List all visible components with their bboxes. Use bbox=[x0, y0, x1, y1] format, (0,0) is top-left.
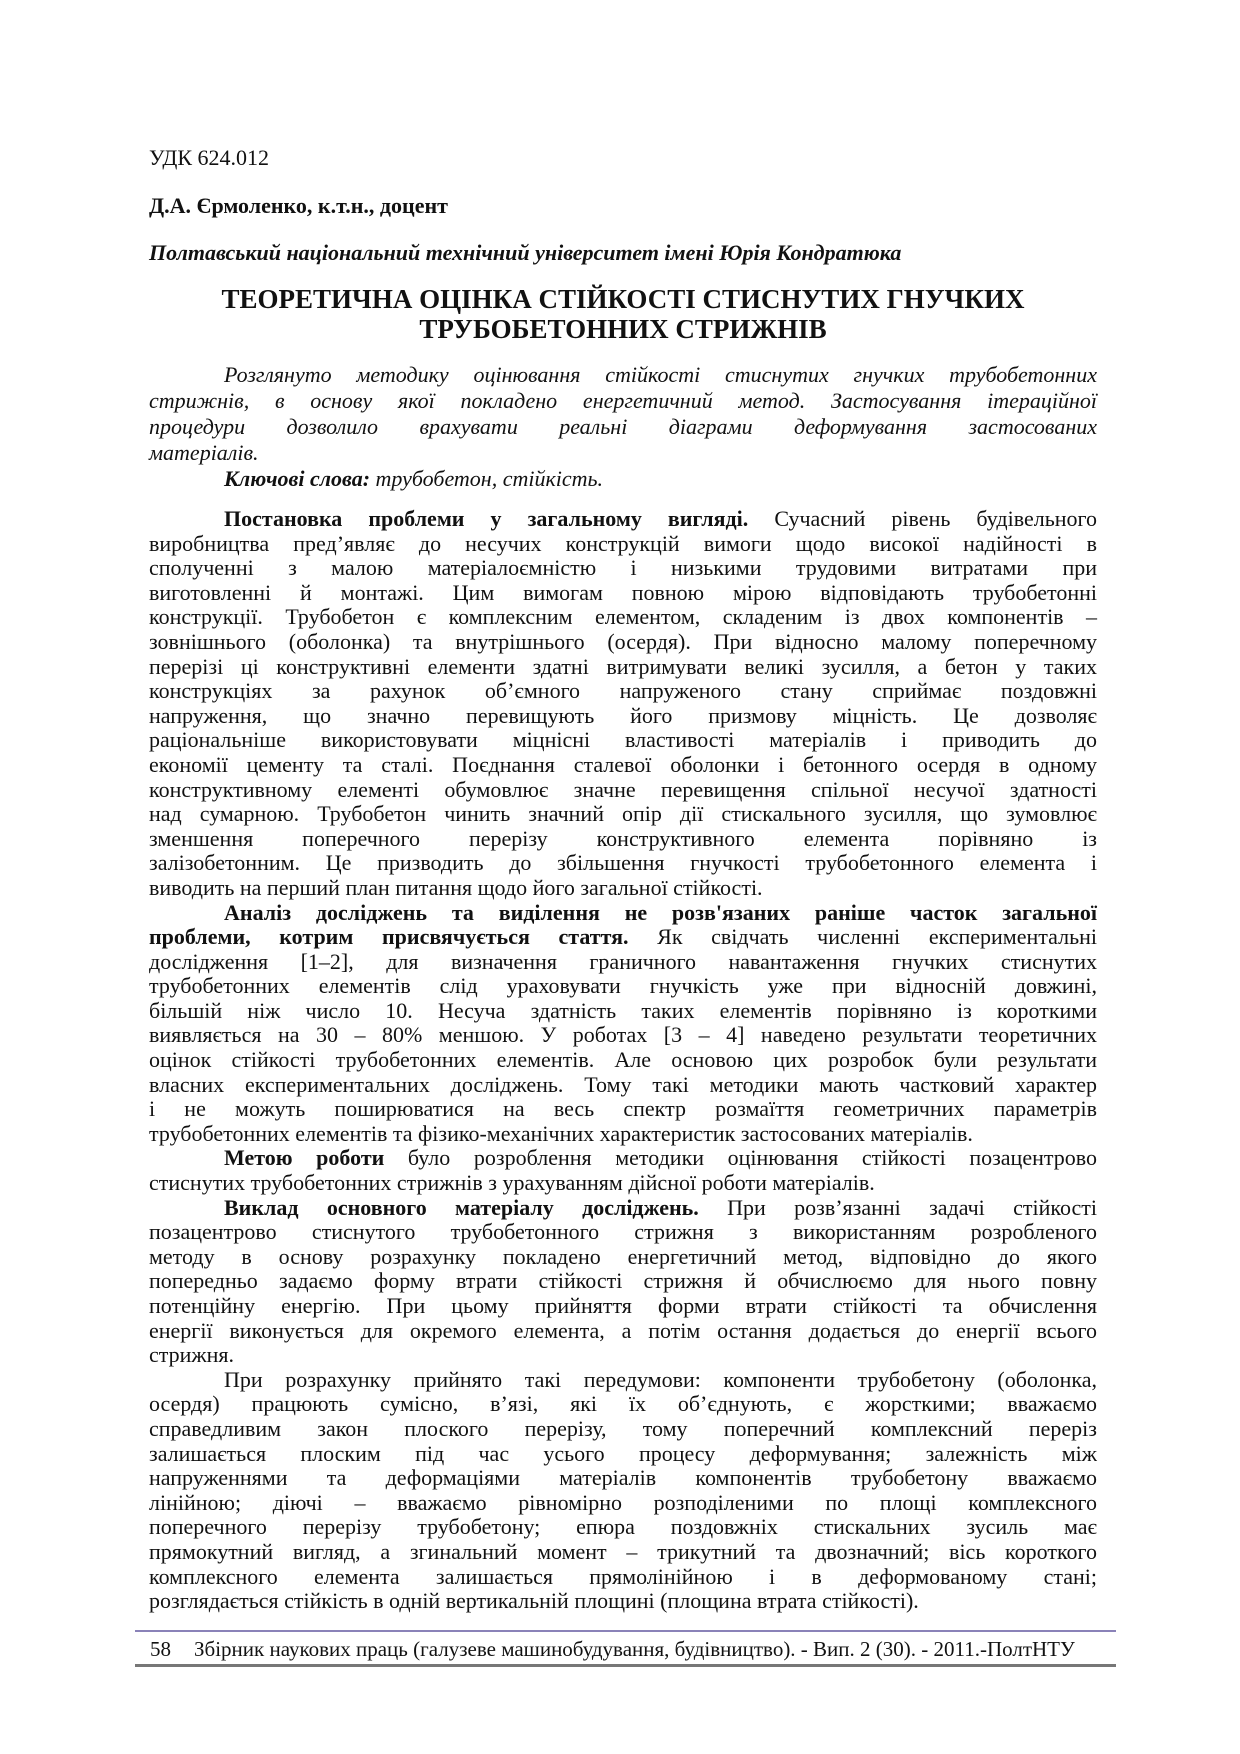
line-text: стрижнів, в основу якої покладено енергетичний метод. Застосування ітераційної bbox=[149, 388, 1097, 413]
title-line: ТРУБОБЕТОННИХ СТРИЖНІВ bbox=[419, 314, 827, 344]
paragraph-line bbox=[149, 1565, 1097, 1590]
line-text: потенційну енергію. При цьому прийняття форми втрати стійкості та обчислення bbox=[149, 1293, 1097, 1318]
line-text: і не можуть поширюватися на весь спектр розмаїття геометричних параметрів bbox=[149, 1096, 1097, 1122]
paragraph-line bbox=[149, 827, 1097, 852]
paragraph-line bbox=[149, 1122, 1097, 1147]
paragraph-line bbox=[149, 1515, 1097, 1540]
line-text: Як свідчать численні експериментальні bbox=[628, 924, 1097, 950]
line-text: більшій ніж число 10. Несуча здатність таких елементів порівняно із короткими bbox=[149, 997, 1097, 1023]
line-text: оцінок стійкості трубобетонних елементів. Але основою цих розробок були результати bbox=[149, 1047, 1097, 1073]
line-text: При розв’язанні задачі стійкості bbox=[698, 1194, 1097, 1220]
line-text: напруженнями та деформаціями матеріалів компонентів трубобетону вважаємо bbox=[149, 1465, 1097, 1491]
line-text: стрижня. bbox=[149, 1342, 235, 1368]
line-text: виготовленні й монтажі. Цим вимогам повною мірою відповідають трубобетонні bbox=[149, 579, 1097, 605]
footer-rule-bottom bbox=[135, 1664, 1116, 1667]
paragraph-line bbox=[149, 507, 1097, 532]
paragraph-line bbox=[149, 679, 1097, 704]
paragraph-line bbox=[149, 605, 1097, 630]
line-text: раціональніше використовувати міцнісні властивості матеріалів і приводить до bbox=[149, 727, 1097, 753]
paragraph-line bbox=[149, 1442, 1097, 1467]
line-text: осердя) працюють сумісно, в’язі, які їх об’єднують, є жорсткими; вважаємо bbox=[149, 1391, 1097, 1417]
paragraph-line bbox=[149, 876, 1097, 901]
line-text: зменшення поперечного перерізу конструктивного елемента порівняно із bbox=[149, 825, 1097, 851]
line-text: виводить на перший план питання щодо його загальної стійкості. bbox=[149, 874, 763, 900]
paragraph-line bbox=[149, 778, 1097, 803]
line-text: залишається плоским під час усього процесу деформування; залежність між bbox=[149, 1440, 1097, 1466]
paragraph-line bbox=[149, 1097, 1097, 1122]
line-text: трубобетонних елементів та фізико-механічних характеристик застосованих матеріалів. bbox=[149, 1120, 973, 1146]
paragraph-line bbox=[149, 1491, 1097, 1516]
line-text: поперечного перерізу трубобетону; епюра поздовжніх стискальних зусиль має bbox=[149, 1514, 1097, 1540]
line-text: сполученні з малою матеріалоємністю і низькими трудовими витратами при bbox=[149, 555, 1097, 581]
line-text: напруження, що значно перевищують його призмову міцність. Це дозволяє bbox=[149, 702, 1097, 728]
line-text: позацентрово стиснутого трубобетонного стрижня з використанням розробленого bbox=[149, 1219, 1097, 1245]
line-text: дослідження [1–2], для визначення граничного навантаження гнучких стиснутих bbox=[149, 948, 1097, 974]
line-text: конструкціях за рахунок об’ємного напруженого стану сприймає поздовжні bbox=[149, 678, 1097, 704]
line-text: комплексного елемента залишається прямолінійною і в деформованому стані; bbox=[149, 1563, 1097, 1589]
paragraph-line bbox=[149, 556, 1097, 581]
paragraph-line bbox=[149, 1269, 1097, 1294]
paragraph-line bbox=[149, 1196, 1097, 1221]
line-text: конструкції. Трубобетон є комплексним елементом, складеним із двох компонентів – bbox=[149, 604, 1097, 630]
line-text: розглядається стійкість в одній вертикальній площині (площина втрата стійкості). bbox=[149, 1588, 919, 1614]
bold-lead-in: проблеми, котрим присвячується стаття. bbox=[149, 924, 629, 950]
line-text: виробництва пред’являє до несучих конструкцій вимоги щодо високої надійності в bbox=[149, 530, 1097, 556]
bold-lead-in: Виклад основного матеріалу досліджень. bbox=[224, 1194, 699, 1220]
line-text: виявляється на 30 – 80% меншою. У роботах [3 – 4] наведено результати теоретичних bbox=[149, 1022, 1097, 1048]
line-text: прямокутний вигляд, а згинальний момент – трикутний та двозначний; вісь короткого bbox=[149, 1538, 1097, 1564]
paragraph-line bbox=[149, 901, 1097, 926]
paragraph-line bbox=[149, 1392, 1097, 1417]
paragraph-line bbox=[149, 925, 1097, 950]
udc-code: УДК 624.012 bbox=[149, 145, 270, 170]
paragraph-line bbox=[149, 753, 1097, 778]
line-text: матеріалів. bbox=[149, 440, 259, 465]
line-text: процедури дозволило врахувати реальні діаграми деформування застосованих bbox=[149, 414, 1097, 439]
page-number: 58 bbox=[150, 1637, 171, 1661]
author-line: Д.А. Єрмоленко, к.т.н., доцент bbox=[149, 193, 448, 218]
line-text: лінійною; діючі – вважаємо рівномірно розподіленими по площі комплексного bbox=[149, 1489, 1097, 1515]
line-text: енергії виконується для окремого елемента, а потім остання додається до енергії всього bbox=[149, 1317, 1097, 1343]
line-text: було розроблення методики оцінювання стійкості позацентрово bbox=[384, 1145, 1097, 1171]
journal-citation: Збірник наукових праць (галузеве машинобудування, будівництво). - Вип. 2 (30). - 2011.-ПолтНТУ bbox=[194, 1637, 1075, 1661]
paragraph-line bbox=[149, 1319, 1097, 1344]
paragraph-line bbox=[149, 1417, 1097, 1442]
line-text: стиснутих трубобетонних стрижнів з урахуванням дійсної роботи матеріалів. bbox=[149, 1170, 875, 1196]
line-text: справедливим закон плоского перерізу, тому поперечний комплексний переріз bbox=[149, 1415, 1097, 1441]
line-text: над сумарною. Трубобетон чинить значний опір дії стискального зусилля, що зумовлює bbox=[149, 801, 1097, 827]
line-text: власних експериментальних досліджень. Тому такі методики мають частковий характер bbox=[149, 1071, 1097, 1097]
paragraph-line bbox=[149, 802, 1097, 827]
paragraph-line bbox=[149, 630, 1097, 655]
line-text: конструктивному елементі обумовлює значне перевищення спільної несучої здатності bbox=[149, 776, 1097, 802]
paragraph-line bbox=[149, 1466, 1097, 1491]
line-text: Розглянуто методику оцінювання стійкості стиснутих гнучких трубобетонних bbox=[224, 362, 1097, 387]
article-title bbox=[149, 284, 1097, 344]
abstract bbox=[149, 362, 1097, 492]
line-text: зовнішнього (оболонка) та внутрішнього (осердя). При відносно малому поперечному bbox=[149, 628, 1097, 654]
paragraph-line bbox=[149, 1294, 1097, 1319]
line-text: трубобетонних елементів слід ураховувати гнучкість уже при відносній довжині, bbox=[149, 973, 1097, 999]
paragraph-line bbox=[149, 1368, 1097, 1393]
line-text: економії цементу та сталі. Поєднання сталевої оболонки і бетонного осердя в одному bbox=[149, 751, 1097, 777]
paragraph-line bbox=[149, 1171, 1097, 1196]
line-text: При розрахунку прийнято такі передумови: компоненти трубобетону (оболонка, bbox=[224, 1366, 1097, 1392]
paragraph-line bbox=[149, 1343, 1097, 1368]
page-footer bbox=[150, 1636, 1116, 1662]
paragraph-line bbox=[149, 655, 1097, 680]
paragraph-line bbox=[149, 532, 1097, 557]
paragraph-line bbox=[149, 1048, 1097, 1073]
paragraph-line bbox=[149, 1220, 1097, 1245]
paragraph-line bbox=[149, 1589, 1097, 1614]
paragraph-line bbox=[149, 950, 1097, 975]
paragraph-line bbox=[149, 1146, 1097, 1171]
affiliation: Полтавський національний технічний університет імені Юрія Кондратюка bbox=[149, 240, 902, 265]
abstract-line bbox=[149, 388, 1097, 414]
paragraph-line bbox=[149, 974, 1097, 999]
keywords-label: Ключові слова: bbox=[224, 466, 371, 491]
paragraph-line bbox=[149, 704, 1097, 729]
paragraph-line bbox=[149, 581, 1097, 606]
paragraph-line bbox=[149, 1073, 1097, 1098]
keywords-text: трубобетон, стійкість. bbox=[370, 466, 604, 491]
abstract-line bbox=[149, 362, 1097, 388]
bold-lead-in: Метою роботи bbox=[224, 1145, 385, 1171]
bold-lead-in: Аналіз досліджень та виділення не розв'язаних раніше часток загальної bbox=[224, 899, 1097, 925]
abstract-line bbox=[149, 440, 1097, 466]
paragraph-line bbox=[149, 728, 1097, 753]
bold-lead-in: Постановка проблеми у загальному вигляді. bbox=[224, 506, 749, 531]
article-body bbox=[149, 507, 1097, 1614]
line-text: перерізі ці конструктивні елементи здатні витримувати великі зусилля, а бетон у таких bbox=[149, 653, 1097, 679]
keywords bbox=[149, 466, 1097, 492]
paragraph-line bbox=[149, 851, 1097, 876]
line-text: Сучасний рівень будівельного bbox=[748, 506, 1097, 531]
line-text: попередньо задаємо форму втрати стійкості стрижня й обчислюємо для нього повну bbox=[149, 1268, 1097, 1294]
paragraph-line bbox=[149, 1023, 1097, 1048]
paragraph-line bbox=[149, 1540, 1097, 1565]
footer-rule-top bbox=[135, 1630, 1116, 1632]
line-text: залізобетонним. Це призводить до збільшення гнучкості трубобетонного елемента і bbox=[149, 850, 1097, 876]
paragraph-line bbox=[149, 999, 1097, 1024]
abstract-line bbox=[149, 414, 1097, 440]
title-line: ТЕОРЕТИЧНА ОЦІНКА СТІЙКОСТІ СТИСНУТИХ ГНУЧКИХ bbox=[221, 284, 1025, 314]
line-text: методу в основу розрахунку покладено енергетичний метод, відповідно до якого bbox=[149, 1243, 1097, 1269]
paragraph-line bbox=[149, 1245, 1097, 1270]
